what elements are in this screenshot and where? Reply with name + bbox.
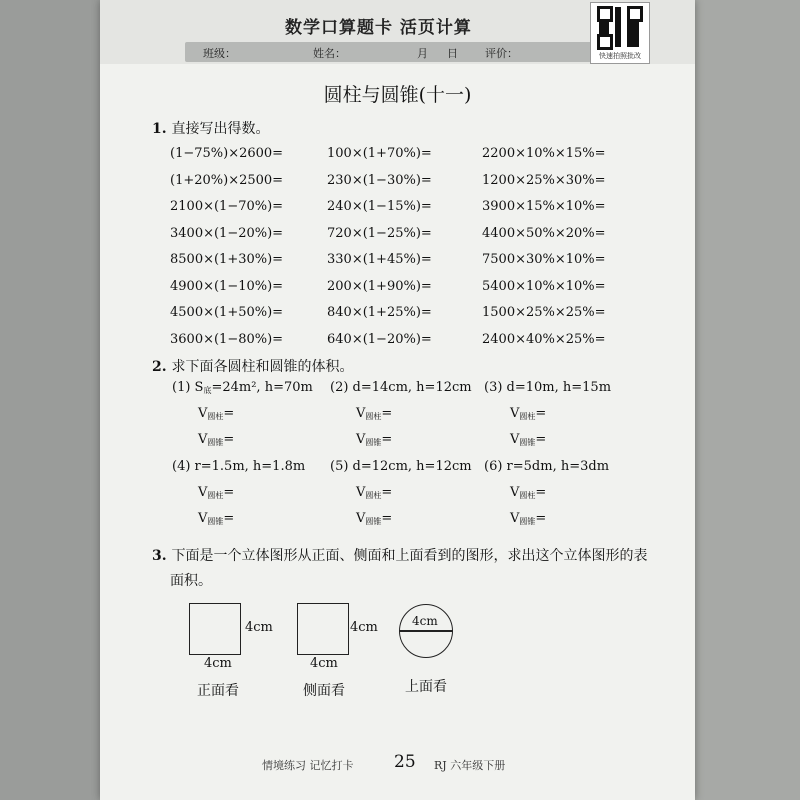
volume-problem-label [330, 459, 472, 474]
cone-volume-answer[interactable] [198, 511, 234, 527]
calc-item: 720×(1−25%)= [327, 225, 432, 241]
section3-text-line2-wrap [170, 570, 212, 590]
qr-caption: 快速拍照批改 [599, 52, 641, 60]
calc-item: 3900×15%×10%= [482, 199, 606, 214]
front-side-label: 4cm [245, 620, 273, 635]
front-bottom-label: 4cm [204, 656, 232, 671]
volume-symbol: V [356, 511, 366, 526]
equals-sign: = [535, 406, 547, 421]
volume-problem-label [330, 380, 472, 395]
equals-sign: = [535, 511, 547, 526]
cylinder-volume-answer[interactable] [198, 485, 234, 501]
section3-heading [152, 545, 648, 565]
volume-subscript: 圆锥 [365, 517, 382, 526]
calc-item: 640×(1−20%)= [327, 331, 432, 347]
calc-item: 3400×(1−20%)= [170, 225, 284, 241]
calc-item: 230×(1−30%)= [327, 172, 432, 188]
equals-sign: = [381, 432, 393, 447]
calc-item: (1+20%)×2500= [170, 172, 284, 188]
equals-sign: = [381, 485, 393, 500]
volume-subscript: 圆柱 [519, 491, 536, 500]
volume-problem-given-rest: =24m², h=70m [211, 380, 313, 395]
cylinder-volume-answer[interactable] [356, 485, 392, 501]
calc-item: 200×(1+90%)= [327, 278, 432, 294]
volume-problem-given: (4) r=1.5m, h=1.8m [172, 459, 306, 474]
calc-item: 5400×10%×10%= [482, 278, 606, 294]
calc-item: 2100×(1−70%)= [170, 199, 284, 214]
cylinder-volume-answer[interactable] [510, 406, 546, 422]
background-edge [690, 0, 800, 800]
volume-problem-given: (6) r=5dm, h=3dm [484, 459, 610, 474]
class-label: 班级： [203, 47, 236, 60]
calc-item: (1−75%)×2600= [170, 146, 284, 161]
top-view-diameter [399, 630, 453, 632]
volume-problem-given: (3) d=10m, h=15m [484, 380, 612, 395]
equals-sign: = [381, 511, 393, 526]
calc-item: 4400×50%×20%= [482, 225, 606, 241]
volume-problem-label [172, 380, 313, 396]
calc-item: 240×(1−15%)= [327, 199, 432, 214]
top-inner-label: 4cm [412, 614, 438, 628]
calc-item: 840×(1+25%)= [327, 305, 432, 320]
front-view-caption: 正面看 [197, 683, 239, 699]
section1-number: 1. [152, 121, 167, 137]
day-label: 日 [447, 47, 458, 60]
qr-corner-marker [597, 6, 613, 22]
equals-sign: = [535, 485, 547, 500]
volume-symbol: V [198, 432, 208, 447]
volume-symbol: V [510, 511, 520, 526]
month-label: 月 [417, 47, 428, 60]
section3-number: 3. [152, 548, 167, 564]
calc-item: 7500×30%×10%= [482, 252, 606, 267]
qr-corner-marker [597, 34, 613, 50]
volume-problem-given: (1) S [172, 380, 204, 395]
section2-heading [152, 356, 354, 376]
volume-subscript: 圆柱 [519, 412, 536, 421]
volume-problem-label [484, 380, 611, 395]
page-number: 25 [394, 752, 416, 772]
volume-subscript: 圆柱 [207, 491, 224, 500]
volume-subscript: 圆柱 [365, 412, 382, 421]
section1-heading [152, 118, 270, 138]
equals-sign: = [223, 511, 235, 526]
volume-symbol: V [356, 432, 366, 447]
calc-item: 1500×25%×25%= [482, 305, 606, 320]
footer-left: 情境练习 记忆打卡 [262, 759, 354, 772]
volume-problem-subscript: 底 [203, 386, 212, 395]
equals-sign: = [535, 432, 547, 447]
volume-problem-label [484, 459, 609, 474]
cylinder-volume-answer[interactable] [510, 485, 546, 501]
volume-symbol: V [198, 511, 208, 526]
cone-volume-answer[interactable] [198, 432, 234, 448]
cylinder-volume-answer[interactable] [356, 406, 392, 422]
top-view-caption: 上面看 [405, 679, 447, 695]
section3-text-line1: 下面是一个立体图形从正面、侧面和上面看到的图形，求出这个立体图形的表 [171, 548, 648, 564]
side-bottom-label: 4cm [310, 656, 338, 671]
eval-label: 评价： [485, 47, 518, 60]
volume-subscript: 圆柱 [365, 491, 382, 500]
volume-subscript: 圆锥 [365, 438, 382, 447]
volume-symbol: V [510, 406, 520, 421]
volume-subscript: 圆柱 [207, 412, 224, 421]
calc-item: 4900×(1−10%)= [170, 278, 284, 294]
cone-volume-answer[interactable] [510, 511, 546, 527]
worksheet-page [100, 0, 695, 800]
cone-volume-answer[interactable] [356, 432, 392, 448]
equals-sign: = [223, 485, 235, 500]
equals-sign: = [223, 406, 235, 421]
volume-subscript: 圆锥 [519, 438, 536, 447]
calc-item: 4500×(1+50%)= [170, 305, 284, 320]
volume-symbol: V [510, 485, 520, 500]
section1-text: 直接写出得数。 [171, 121, 270, 137]
calc-item: 1200×25%×30%= [482, 172, 606, 188]
cone-volume-answer[interactable] [510, 432, 546, 448]
volume-symbol: V [198, 485, 208, 500]
section2-text: 求下面各圆柱和圆锥的体积。 [171, 359, 354, 375]
volume-problem-label [172, 459, 305, 474]
side-view-square [297, 603, 349, 655]
side-side-label: 4cm [350, 620, 378, 635]
info-bar [185, 42, 635, 62]
footer-right: RJ 六年级下册 [434, 759, 506, 772]
volume-symbol: V [356, 406, 366, 421]
side-view-caption: 侧面看 [303, 683, 345, 699]
header-title: 数学口算题卡 活页计算 [285, 18, 472, 38]
calc-item: 3600×(1−80%)= [170, 331, 284, 347]
qr-code[interactable] [590, 2, 650, 64]
volume-problem-given: (2) d=14cm, h=12cm [330, 380, 472, 395]
front-view-square [189, 603, 241, 655]
calc-item: 330×(1+45%)= [327, 252, 432, 267]
volume-symbol: V [198, 406, 208, 421]
section3-text-line2: 面积。 [170, 573, 212, 589]
volume-symbol: V [510, 432, 520, 447]
volume-subscript: 圆锥 [207, 517, 224, 526]
section2-number: 2. [152, 359, 167, 375]
volume-subscript: 圆锥 [207, 438, 224, 447]
equals-sign: = [223, 432, 235, 447]
calc-item: 2200×10%×15%= [482, 146, 606, 161]
qr-corner-marker [627, 6, 643, 22]
calc-item: 8500×(1+30%)= [170, 252, 284, 267]
calc-item: 100×(1+70%)= [327, 146, 432, 161]
cone-volume-answer[interactable] [356, 511, 392, 527]
volume-subscript: 圆锥 [519, 517, 536, 526]
page-title: 圆柱与圆锥(十一) [323, 84, 472, 106]
cylinder-volume-answer[interactable] [198, 406, 234, 422]
volume-problem-given: (5) d=12cm, h=12cm [330, 459, 472, 474]
volume-symbol: V [356, 485, 366, 500]
name-label: 姓名： [313, 47, 346, 60]
equals-sign: = [381, 406, 393, 421]
calc-item: 2400×40%×25%= [482, 331, 606, 347]
